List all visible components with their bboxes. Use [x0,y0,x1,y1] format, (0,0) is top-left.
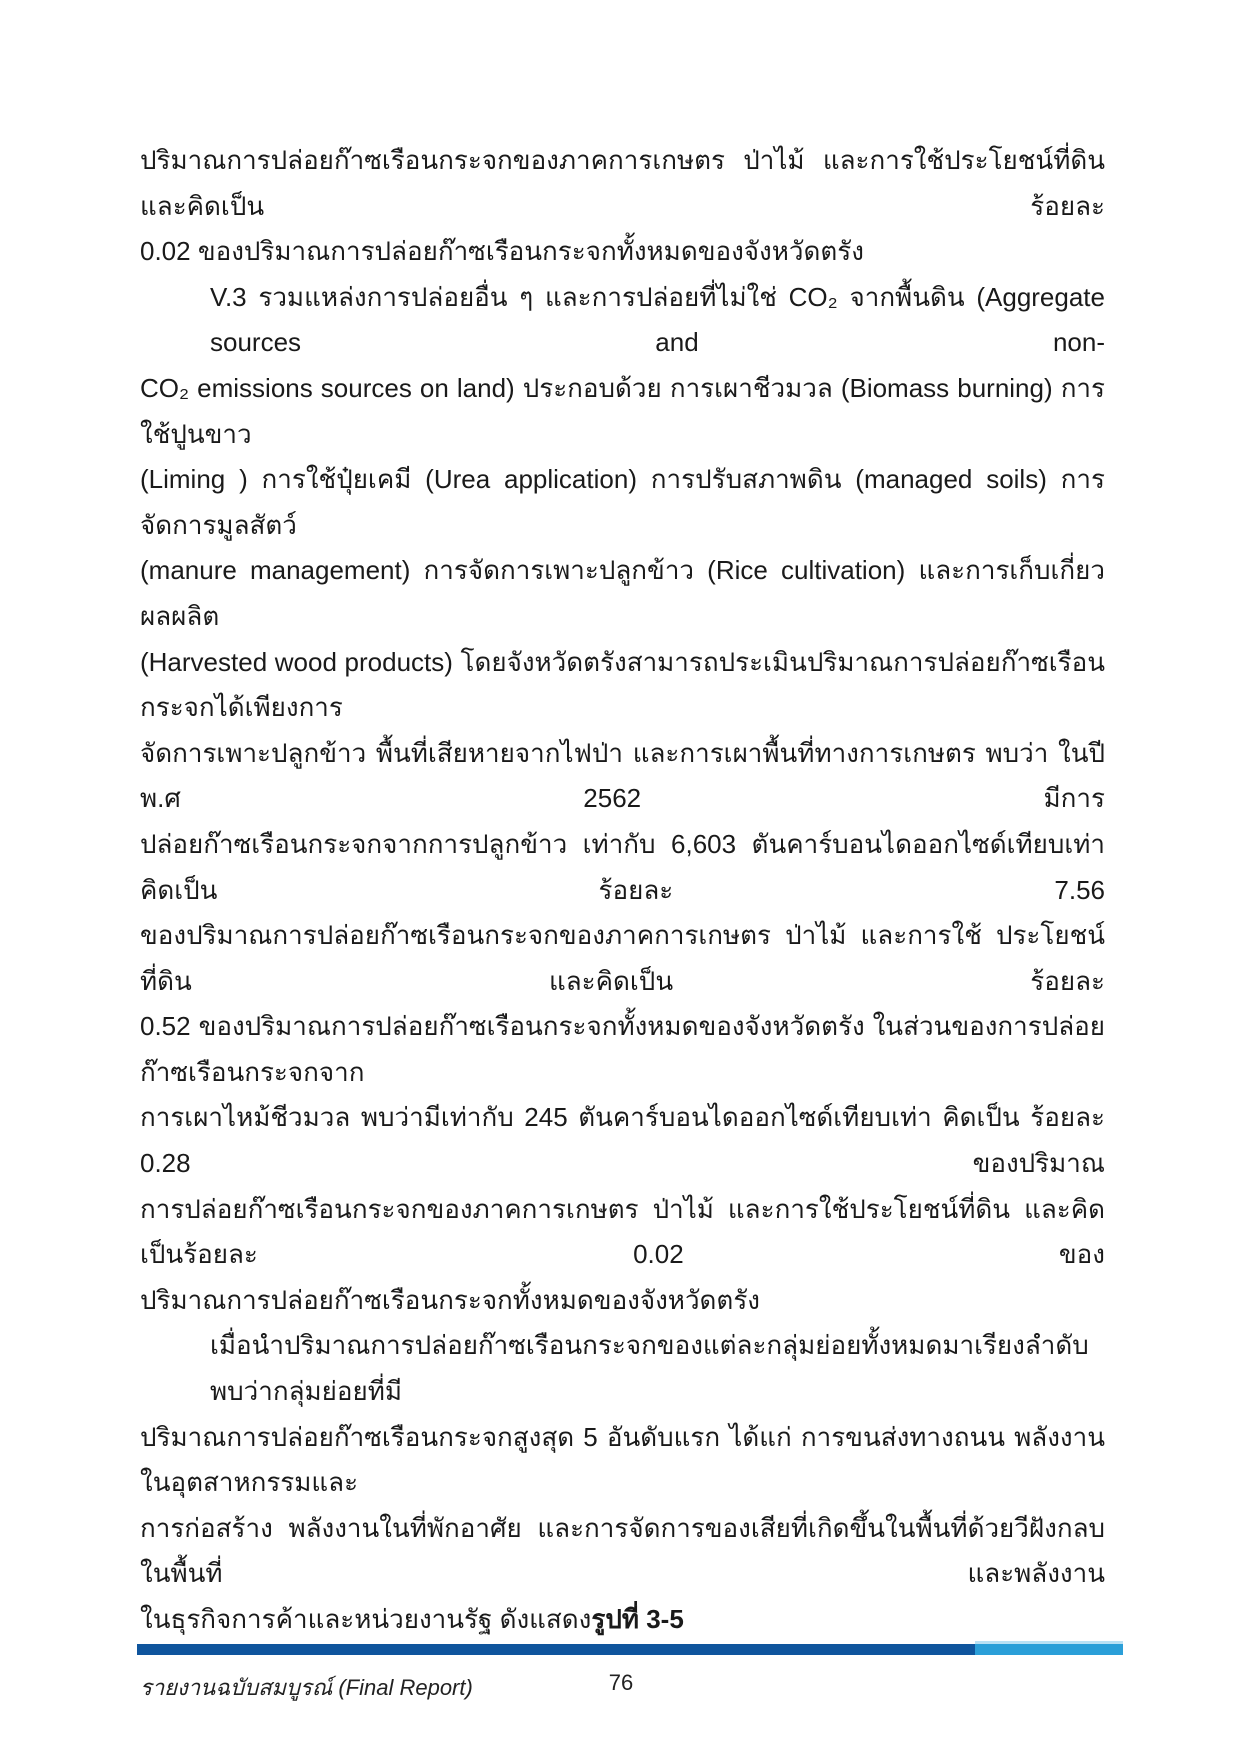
text-line [140,138,1113,229]
text-line [140,1415,1105,1506]
text-line [140,913,1105,1004]
text-line [140,1506,1105,1597]
text-run: ปริมาณการปล่อยก๊าซเรือนกระจกของภาคการเกษตร ป่าไม้ และการใช้ประโยชน์ที่ดิน และคิดเป็น ร้อยละ [140,145,1113,221]
footer-divider-bar [137,1644,1123,1655]
text-run: V.3 รวมแหล่งการปล่อยอื่น ๆ และการปล่อยที่ไม่ใช่ CO₂ จากพื้นดิน (Aggregate sources and non- [210,281,1113,358]
text-run: จัดการเพาะปลูกข้าว พื้นที่เสียหายจากไฟป่า และการเผาพื้นที่ทางการเกษตร พบว่า ในปี พ.ศ 2562 มีการ [140,737,1113,814]
footer-bar-dark-segment [137,1644,975,1655]
text-line [140,1095,1113,1186]
text-run: CO₂ emissions sources on land) ประกอบด้วย การเผาชีวมวล (Biomass burning) การใช้ปูนขาว [140,372,1105,449]
text-run: ปริมาณการปล่อยก๊าซเรือนกระจกทั้งหมดของจังหวัดตรัง [140,1284,760,1315]
text-line [140,229,1105,275]
text-line [140,822,1113,913]
text-line [140,548,1105,639]
footer-report-title: รายงานฉบับสมบูรณ์ (Final Report) [140,1675,473,1700]
text-line [140,366,1105,457]
text-run: (Liming ) การใช้ปุ๋ยเคมี (Urea application) การปรับสภาพดิน (managed soils) การจัดการมูลสัตว์ [140,464,1105,540]
footer-bar-light-segment [975,1644,1123,1655]
text-run: (Harvested wood products) โดยจังหวัดตรังสามารถประเมินปริมาณการปล่อยก๊าซเรือนกระจกได้เพียงการ [140,646,1105,723]
text-run: ปล่อยก๊าซเรือนกระจกจากการปลูกข้าว เท่ากับ 6,603 ตันคาร์บอนไดออกไซด์เทียบเท่า คิดเป็น ร้อยละ 7.56 [140,828,1113,905]
text-line [140,1597,1105,1643]
text-run: การเผาไหม้ชีวมวล พบว่ามีเท่ากับ 245 ตันคาร์บอนไดออกไซด์เทียบเท่า คิดเป็น ร้อยละ 0.28 ของปริมาณ [140,1102,1113,1179]
text-run: ในธุรกิจการค้าและหน่วยงานรัฐ ดังแสดง [140,1604,592,1634]
text-line [140,640,1105,731]
text-line [140,275,1113,366]
text-run: ของปริมาณการปล่อยก๊าซเรือนกระจกของภาคการเกษตร ป่าไม้ และการใช้ ประโยชน์ที่ดิน และคิดเป็น ร้อยละ [140,920,1105,996]
text-run: 0.52 ของปริมาณการปล่อยก๊าซเรือนกระจกทั้งหมดของจังหวัดตรัง ในส่วนของการปล่อยก๊าซเรือนกระจกจาก [140,1011,1105,1087]
text-line [140,1323,1105,1414]
text-line [140,457,1105,548]
text-run: การปล่อยก๊าซเรือนกระจกของภาคการเกษตร ป่าไม้ และการใช้ประโยชน์ที่ดิน และคิดเป็นร้อยละ 0.02 ของ [140,1193,1105,1270]
text-run: (manure management) การจัดการเพาะปลูกข้าว (Rice cultivation) และการเก็บเกี่ยวผลผลิต [140,555,1105,631]
text-run: เมื่อนำปริมาณการปล่อยก๊าซเรือนกระจกของแต่ละกลุ่มย่อยทั้งหมดมาเรียงลำดับ พบว่ากลุ่มย่อยที่มี [210,1330,1097,1407]
footer-row [137,1670,1105,1704]
document-body-text [140,138,1113,1643]
text-line [140,731,1113,822]
text-line [140,1278,1105,1324]
page-number: 76 [608,1670,634,1695]
text-line [140,1187,1105,1278]
text-run: 0.02 ของปริมาณการปล่อยก๊าซเรือนกระจกทั้งหมดของจังหวัดตรัง [140,236,864,267]
text-line [140,1004,1105,1095]
figure-reference: รูปที่ 3-5 [591,1604,684,1634]
text-run: การก่อสร้าง พลังงานในที่พักอาศัย และการจัดการของเสียที่เกิดขึ้นในพื้นที่ด้วยวีฝังกลบในพื้นที่ และพลังงาน [140,1512,1105,1589]
text-run: ปริมาณการปล่อยก๊าซเรือนกระจกสูงสุด 5 อันดับแรก ได้แก่ การขนส่งทางถนน พลังงานในอุตสาหกรรมและ [140,1421,1105,1498]
